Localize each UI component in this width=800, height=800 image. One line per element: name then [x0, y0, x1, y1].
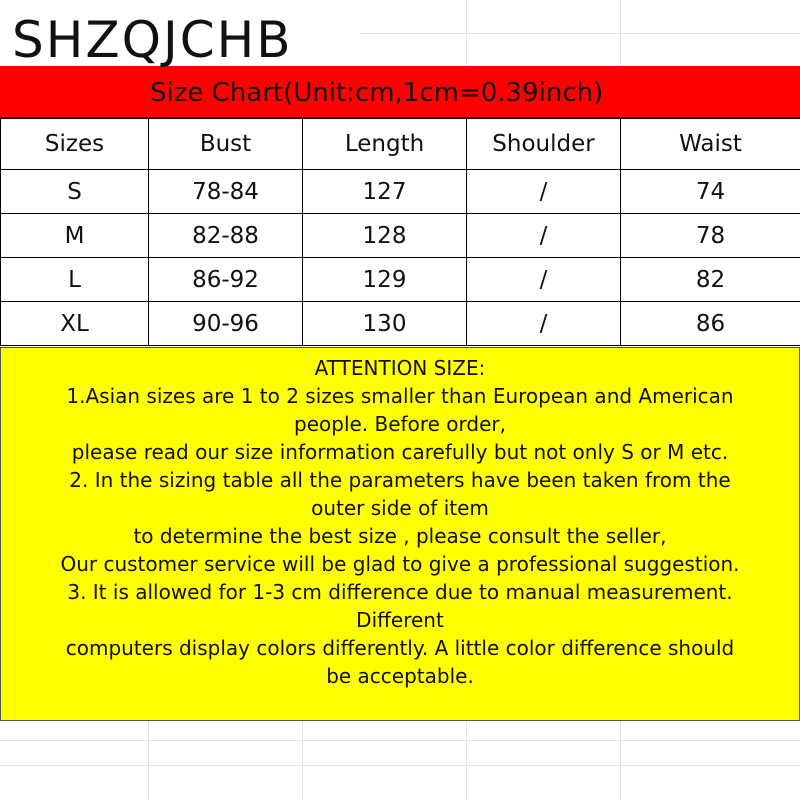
notice-line: people. Before order, — [294, 412, 506, 436]
cell-waist: 86 — [621, 302, 800, 346]
notice-line: computers display colors differently. A little color difference should — [65, 636, 735, 660]
brand-name: SHZQJCHB — [12, 11, 293, 69]
notice-line: 1.Asian sizes are 1 to 2 sizes smaller than European and American — [66, 384, 734, 408]
header-sizes: Sizes — [1, 119, 149, 170]
table-header-row — [1, 119, 800, 170]
notice-line: please read our size information carefully but not only S or M etc. — [71, 440, 729, 464]
cell-length: 128 — [303, 214, 467, 258]
cell-size: M — [1, 214, 149, 258]
table-row — [1, 214, 800, 258]
cell-shoulder: / — [467, 302, 621, 346]
notice-line: be acceptable. — [326, 664, 474, 688]
attention-notice — [0, 347, 800, 721]
cell-shoulder: / — [467, 214, 621, 258]
size-chart-title: Size Chart(Unit:cm,1cm=0.39inch) — [150, 78, 604, 108]
notice-line: 3. It is allowed for 1-3 cm difference due to manual measurement. — [67, 580, 733, 604]
notice-heading: ATTENTION SIZE: — [314, 356, 486, 380]
cell-size: S — [1, 170, 149, 214]
header-length: Length — [303, 119, 467, 170]
cell-length: 130 — [303, 302, 467, 346]
cell-bust: 90-96 — [149, 302, 303, 346]
notice-line: to determine the best size , please consult the seller, — [133, 524, 667, 548]
size-table — [0, 118, 800, 346]
table-row — [1, 258, 800, 302]
cell-size: XL — [1, 302, 149, 346]
header-shoulder: Shoulder — [467, 119, 621, 170]
notice-line: outer side of item — [311, 496, 489, 520]
cell-length: 129 — [303, 258, 467, 302]
header-bust: Bust — [149, 119, 303, 170]
cell-bust: 86-92 — [149, 258, 303, 302]
cell-shoulder: / — [467, 258, 621, 302]
cell-length: 127 — [303, 170, 467, 214]
cell-waist: 74 — [621, 170, 800, 214]
brand-watermark — [0, 0, 360, 69]
cell-waist: 78 — [621, 214, 800, 258]
notice-line: Different — [356, 608, 444, 632]
table-row — [1, 302, 800, 346]
cell-shoulder: / — [467, 170, 621, 214]
notice-line: 2. In the sizing table all the parameters have been taken from the — [69, 468, 731, 492]
header-waist: Waist — [621, 119, 800, 170]
cell-waist: 82 — [621, 258, 800, 302]
cell-bust: 78-84 — [149, 170, 303, 214]
notice-line: Our customer service will be glad to give a professional suggestion. — [60, 552, 740, 576]
cell-bust: 82-88 — [149, 214, 303, 258]
cell-size: L — [1, 258, 149, 302]
table-row — [1, 170, 800, 214]
